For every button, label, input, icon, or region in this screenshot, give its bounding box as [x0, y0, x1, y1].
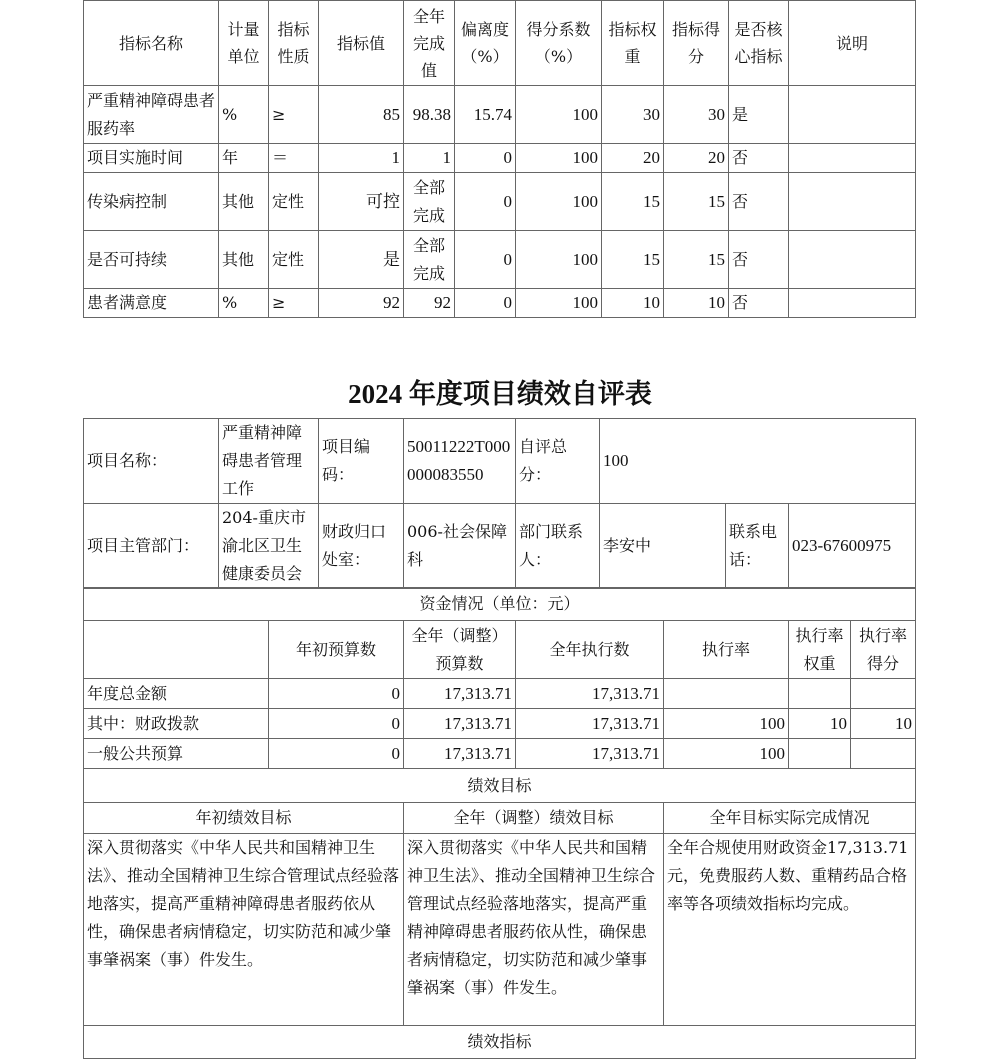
table-cell: 其他 [219, 173, 269, 231]
funds-section-title: 资金情况（单位：元） [84, 588, 916, 621]
column-header: 指标值 [319, 1, 404, 86]
table-cell [789, 289, 916, 318]
project-code-label: 项目编码： [319, 419, 404, 504]
funds-cell: 10 [851, 709, 916, 739]
table-cell: 1 [404, 144, 455, 173]
column-header: 计量单位 [219, 1, 269, 86]
funds-cell: 一般公共预算 [84, 739, 269, 769]
column-header: 指标性质 [269, 1, 319, 86]
table-cell: 98.38 [404, 86, 455, 144]
table-cell: 10 [664, 289, 729, 318]
finance-label: 财政归口处室： [319, 504, 404, 589]
table-cell: 20 [602, 144, 664, 173]
table-cell: 92 [404, 289, 455, 318]
table-cell: 是 [729, 86, 789, 144]
initial-goal-text: 深入贯彻落实《中华人民共和国精神卫生法》、推动全国精神卫生综合管理试点经验落地落实，提高严重精神障碍患者服药依从性，确保患者病情稳定，切实防范和减少肇事肇祸案（事）件发生。 [84, 834, 404, 1026]
funds-cell: 100 [664, 709, 789, 739]
funds-cell [851, 679, 916, 709]
table-cell: % [219, 289, 269, 318]
column-header: 指标名称 [84, 1, 219, 86]
table-row [84, 289, 916, 318]
table-cell: 100 [516, 289, 602, 318]
table-cell: 0 [455, 289, 516, 318]
goals-section-title: 绩效目标 [84, 769, 916, 803]
contact-label: 部门联系人： [516, 504, 600, 589]
funds-cell: 0 [269, 679, 404, 709]
funds-column-header: 执行率 [664, 621, 789, 679]
table-cell [789, 144, 916, 173]
table-cell: 100 [516, 173, 602, 231]
contact: 李安中 [600, 504, 726, 589]
funds-column-header: 全年（调整）预算数 [404, 621, 516, 679]
project-name-label: 项目名称： [84, 419, 219, 504]
table-cell: 否 [729, 144, 789, 173]
funds-cell: 年度总金额 [84, 679, 269, 709]
funds-column-header: 全年执行数 [516, 621, 664, 679]
table-cell: 85 [319, 86, 404, 144]
actual-completion-text: 全年合规使用财政资金17,313.71 元，免费服药人数、重精药品合格率等各项绩效指标均完成。 [664, 834, 916, 1026]
info-row [84, 504, 916, 589]
table-cell: 15 [602, 231, 664, 289]
funds-cell: 17,313.71 [516, 709, 664, 739]
table-cell: ≥ [269, 289, 319, 318]
table-cell: 0 [455, 173, 516, 231]
info-row [84, 419, 916, 504]
table-cell: 定性 [269, 231, 319, 289]
table-cell: 30 [602, 86, 664, 144]
self-score: 100 [600, 419, 916, 504]
funds-cell: 17,313.71 [404, 679, 516, 709]
table-cell [789, 231, 916, 289]
table-cell: 其他 [219, 231, 269, 289]
goals-table [83, 768, 916, 1059]
table-cell: 可控 [319, 173, 404, 231]
table-cell: 30 [664, 86, 729, 144]
funds-row [84, 679, 916, 709]
column-header: 得分系数（%） [516, 1, 602, 86]
table-cell: 全部完成 [404, 173, 455, 231]
funds-cell: 0 [269, 709, 404, 739]
finance: 006-社会保障科 [404, 504, 516, 589]
funds-table [83, 587, 916, 769]
table-cell: 是 [319, 231, 404, 289]
table-cell: 100 [516, 86, 602, 144]
table-row [84, 173, 916, 231]
indicators-section-title: 绩效指标 [84, 1026, 916, 1059]
funds-cell: 10 [789, 709, 851, 739]
indicator-table [83, 0, 916, 318]
funds-cell: 其中：财政拨款 [84, 709, 269, 739]
goals-header: 年初绩效目标 [84, 803, 404, 834]
table-cell [789, 173, 916, 231]
table-cell: 0 [455, 144, 516, 173]
project-name: 严重精神障碍患者管理工作 [219, 419, 319, 504]
goals-header: 全年目标实际完成情况 [664, 803, 916, 834]
funds-cell [789, 679, 851, 709]
table-cell: 患者满意度 [84, 289, 219, 318]
table-cell: 严重精神障碍患者服药率 [84, 86, 219, 144]
table-row [84, 231, 916, 289]
funds-cell: 17,313.71 [516, 739, 664, 769]
table-row [84, 144, 916, 173]
table-cell: 否 [729, 231, 789, 289]
table-cell: 15.74 [455, 86, 516, 144]
column-header: 说明 [789, 1, 916, 86]
funds-cell: 100 [664, 739, 789, 769]
table-cell: 传染病控制 [84, 173, 219, 231]
funds-column-header: 年初预算数 [269, 621, 404, 679]
dept-label: 项目主管部门： [84, 504, 219, 589]
page-title: 2024 年度项目绩效自评表 [348, 379, 652, 409]
table-cell: % [219, 86, 269, 144]
funds-column-header: 执行率得分 [851, 621, 916, 679]
table-cell: ≥ [269, 86, 319, 144]
funds-column-header: 执行率权重 [789, 621, 851, 679]
phone-label: 联系电话： [726, 504, 789, 589]
column-header: 指标权重 [602, 1, 664, 86]
table-cell: 100 [516, 231, 602, 289]
funds-cell: 17,313.71 [404, 709, 516, 739]
table-cell: 定性 [269, 173, 319, 231]
table-cell [789, 86, 916, 144]
funds-header-row [84, 621, 916, 679]
table-cell: 15 [664, 231, 729, 289]
funds-cell: 17,313.71 [516, 679, 664, 709]
funds-cell: 0 [269, 739, 404, 769]
funds-row [84, 709, 916, 739]
header-row [84, 1, 916, 86]
project-info-table [83, 418, 916, 589]
table-cell: 92 [319, 289, 404, 318]
column-header: 偏离度（%） [455, 1, 516, 86]
funds-cell: 17,313.71 [404, 739, 516, 769]
table-cell: 全部完成 [404, 231, 455, 289]
funds-cell [789, 739, 851, 769]
phone: 023-67600975 [789, 504, 916, 589]
self-score-label: 自评总分： [516, 419, 600, 504]
table-cell: 100 [516, 144, 602, 173]
table-cell: 15 [664, 173, 729, 231]
table-cell: 否 [729, 173, 789, 231]
table-cell: 0 [455, 231, 516, 289]
goals-header: 全年（调整）绩效目标 [404, 803, 664, 834]
column-header: 指标得分 [664, 1, 729, 86]
table-cell: 10 [602, 289, 664, 318]
adjusted-goal-text: 深入贯彻落实《中华人民共和国精神卫生法》、推动全国精神卫生综合管理试点经验落地落实，提高严重精神障碍患者服药依从性，确保患者病情稳定，切实防范和减少肇事肇祸案（事）件发生。 [404, 834, 664, 1026]
table-cell: 1 [319, 144, 404, 173]
funds-cell [851, 739, 916, 769]
dept: 204-重庆市渝北区卫生健康委员会 [219, 504, 319, 589]
table-cell: 15 [602, 173, 664, 231]
project-code: 50011222T000000083550 [404, 419, 516, 504]
table-cell: 20 [664, 144, 729, 173]
column-header: 是否核心指标 [729, 1, 789, 86]
table-cell: ＝ [269, 144, 319, 173]
table-row [84, 86, 916, 144]
funds-column-header [84, 621, 269, 679]
funds-row [84, 739, 916, 769]
column-header: 全年完成值 [404, 1, 455, 86]
table-cell: 否 [729, 289, 789, 318]
table-cell: 是否可持续 [84, 231, 219, 289]
funds-cell [664, 679, 789, 709]
table-cell: 年 [219, 144, 269, 173]
table-cell: 项目实施时间 [84, 144, 219, 173]
